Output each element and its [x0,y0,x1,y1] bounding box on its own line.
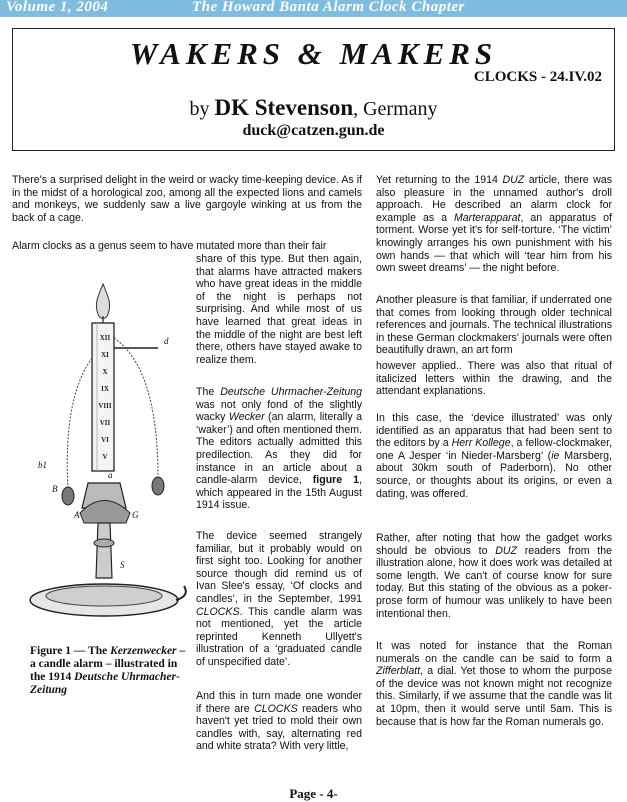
figure-label-G: G [132,510,139,520]
candle-alarm-illustration [8,278,188,633]
numeral-xii: XII [99,334,111,342]
left-weight-icon [62,487,74,505]
col1-paragraph-1: There's a surprised delight in the weird or wacky time-keeping device. As if in the midst of a horological zoo, among all the expected lions and camels and monkeys, we suddenly saw a live gargoyle winking at us from the back of a cage. [12,174,362,224]
numeral-ix: IX [101,385,109,393]
byline-by: by [189,98,210,120]
clocks-reference: CLOCKS - 24.IV.02 [473,69,602,85]
col1-paragraph-2-rest: share of this type. But then again, that alarms have attracted makers who have great ideas in the middle of the night is perhaps not surprising. And while most of us have learned that great ideas in the middle of the night are best left there, others have stayed awake to realize them. [196,253,362,366]
col2-paragraph-1: Yet returning to the 1914 DUZ article, there was also pleasure in the unnamed author's droll approach. He described an alarm clock for example as a Marterapparat, an apparatus of torment. Worse yet it's for self-torture. ‘The victim’ knowingly arranges his own punishment with his own hands — that which will ‘tear him from his own sweet dreams’ — the night before. [376,174,613,275]
col1-paragraph-4: The device seemed strangely familiar, but it probably would on first sight too. Looking for another source though did remind us of Ivan Slee's essay, ‘Of clocks and candles’, in the September, 1991 CLOCKS. This candle alarm was not mentioned, yet the article reprinted Kenneth Ullyett's illustration of a ‘graduated candle of unspecified date’. [196,530,362,668]
flame-icon [96,284,109,319]
volume-label: Volume 1, 2004 [6,0,109,15]
numeral-v: V [102,453,108,461]
right-chain-icon [114,338,158,478]
author-email: duck@catzen.gun.de [242,122,385,139]
numeral-xi: XI [101,351,109,359]
col2-paragraph-6: It was noted for instance that the Roman numerals on the candle can be said to form a Zifferblatt, a dial. Yet those to whom the purpose of the device was not known might not recognize this. Similarly, if we assume that the candle was lit at 10pm, then it would serve until 5am. This is because that is how far the Roman numerals go. [376,640,612,728]
numeral-x: X [102,368,108,376]
figure-label-d: d [164,336,169,346]
numeral-vii: VII [99,419,111,427]
chapter-label: The Howard Banta Alarm Clock Chapter [192,0,465,15]
numeral-vi: VI [101,436,109,444]
article-title: WAKERS & MAKERS [129,36,498,71]
col1-paragraph-2-start: Alarm clocks as a genus seem to have mutated more than their fair [12,240,327,252]
byline [13,95,614,121]
figure-label-S: S [120,560,125,570]
figure-label-A: A [74,510,80,520]
right-weight-icon [152,477,164,495]
figure-label-B: B [52,484,58,494]
candle-icon [92,323,114,471]
header-bar [0,0,627,17]
page-number: Page - 4- [289,786,338,801]
figure-label-a: a [108,470,113,480]
col1-paragraph-5: And this in turn made one wonder if there are CLOCKS readers who haven't yet tried to mold their own candles with, say, alternating red and white strata? With very little, [196,690,362,753]
col2-paragraph-3: however applied.. There was also that ritual of italicized letters within the drawing, and the attendant explanations. [376,360,612,398]
left-chain-icon [67,358,92,488]
author-name: DK Stevenson [214,95,354,120]
col1-paragraph-3: The Deutsche Uhrmacher-Zeitung was not only fond of the slightly wacky Wecker (an alarm, literally a ‘waker’) and often mentioned them. The editors actually admitted this predilection. As they did for instance in an article about a candle-alarm device, figure 1, which appeared in the 15th August 1914 issue. [196,386,362,512]
author-country: , Germany [353,98,438,120]
col2-paragraph-4: In this case, the ‘device illustrated’ was only identified as an apparatus that had been sent to the editors by a Herr Kollege, a fellow-clockmaker, one A Jesper ‘in Nieder-Marsberg’ (ie Marsberg, about 30km south of Paderborn). No other source, or thoughts about its origins, or even a dating, was offered. [376,412,612,500]
masthead [12,28,615,151]
figure-caption: Figure 1 — The Kerzenwecker – a candle alarm – illustrated in the 1914 Deutsche Uhrmacher-Zeitung [30,645,186,696]
stem-icon [96,523,112,578]
figure-label-b1: b1 [38,460,47,470]
col2-paragraph-2: Another pleasure is that familiar, if underrated one that comes from looking through older technical references and journals. The technical illustrations in these German clockmakers' journals were often beautifully drawn, an art form [376,294,612,357]
col2-paragraph-5: Rather, after noting that how the gadget works should be obvious to DUZ readers from the illustration alone, how it does work was detailed at some length. We can't of course know for sure today. But this stating of the obvious as a poker-prose form of humour was unlikely to have been intentional then. [376,532,613,620]
numeral-viii: VIII [98,402,112,410]
